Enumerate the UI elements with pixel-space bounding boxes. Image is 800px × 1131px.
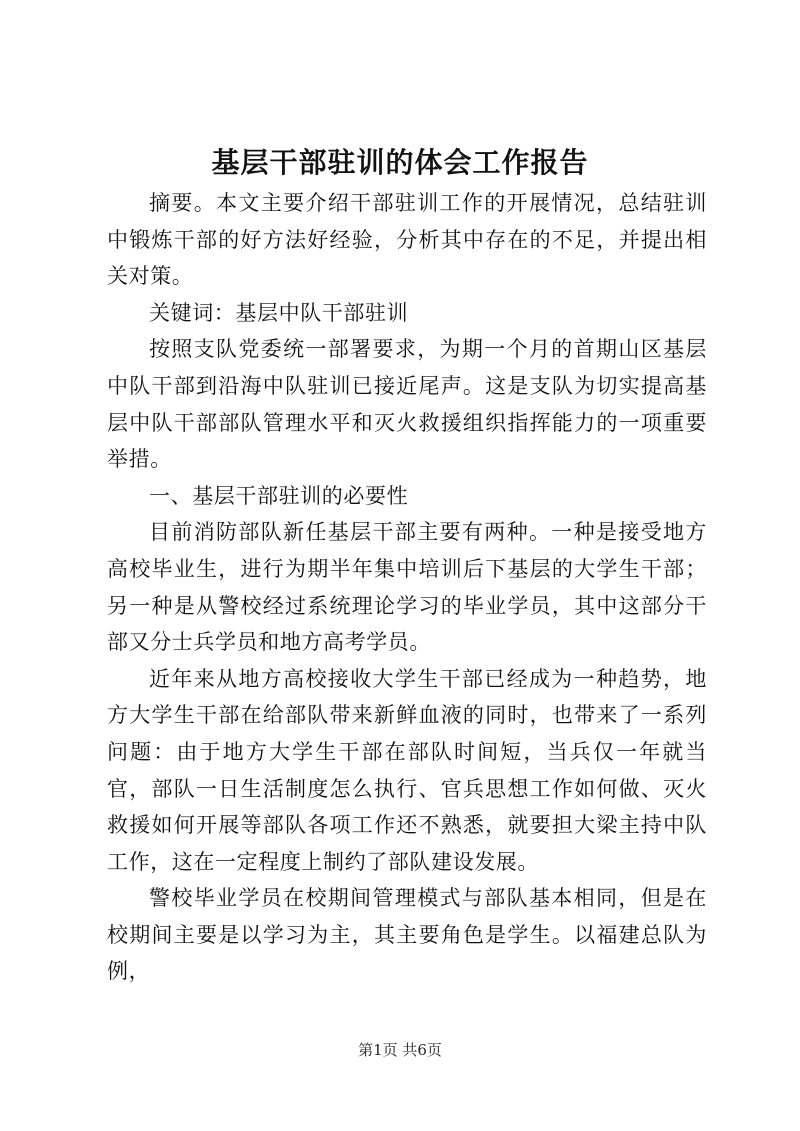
section-heading: 一、基层干部驻训的必要性 (149, 483, 409, 508)
keywords-paragraph: 关键词：基层中队干部驻训 (149, 300, 409, 325)
abstract-paragraph: 摘要。本文主要介绍干部驻训工作的开展情况，总结驻训中锻炼干部的好方法好经验，分析其中存在的不足，并提出相关对策。 (107, 191, 707, 289)
body-paragraph: 警校毕业学员在校期间管理模式与部队基本相同，但是在校期间主要是以学习为主，其主要角色是学生。以福建总队为例， (107, 886, 707, 984)
body-paragraph: 近年来从地方高校接收大学生干部已经成为一种趋势，地方大学生干部在给部队带来新鲜血液的同时，也带来了一系列问题：由于地方大学生干部在部队时间短，当兵仅一年就当官，部队一日生活制度怎么执行、官兵思想工作如何做、灭火救援如何开展等部队各项工作还不熟悉，就要担大梁主持中队工作，这在一定程度上制约了部队建设发展。 (107, 666, 707, 874)
document-title: 基层干部驻训的体会工作报告 (211, 146, 589, 179)
body-paragraph: 按照支队党委统一部署要求，为期一个月的首期山区基层中队干部到沿海中队驻训已接近尾声。这是支队为切实提高基层中队干部部队管理水平和灭火救援组织指挥能力的一项重要举措。 (107, 337, 707, 472)
body-paragraph: 目前消防部队新任基层干部主要有两种。一种是接受地方高校毕业生，进行为期半年集中培训后下基层的大学生干部；另一种是从警校经过系统理论学习的毕业学员，其中这部分干部又分士兵学员和地方高考学员。 (107, 520, 707, 655)
page-footer: 第1页 共6页 (358, 1041, 442, 1059)
document-body (107, 185, 707, 990)
